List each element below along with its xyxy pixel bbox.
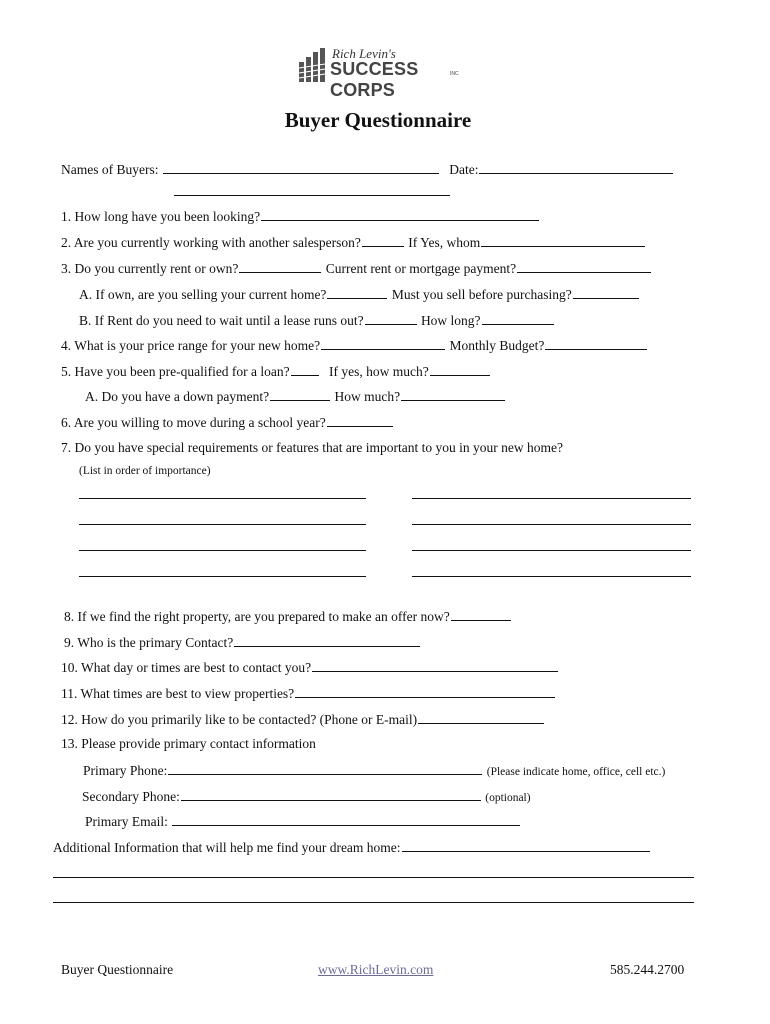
question-10 xyxy=(61,659,559,676)
question-10-field[interactable] xyxy=(312,659,558,672)
primary-phone-row xyxy=(83,762,665,780)
question-3a-label: A. If own, are you selling your current home? xyxy=(79,287,327,302)
names-label: Names of Buyers: xyxy=(61,162,159,177)
question-5a-field[interactable] xyxy=(270,388,330,401)
feature-line-8[interactable] xyxy=(412,576,691,577)
question-3b-howlong-label: How long? xyxy=(420,313,481,328)
additional-info-row xyxy=(53,839,651,856)
question-9 xyxy=(64,634,421,651)
question-9-field[interactable] xyxy=(234,634,420,647)
question-4 xyxy=(61,337,648,354)
additional-info-line-2[interactable] xyxy=(53,877,694,878)
question-3b-howlong-field[interactable] xyxy=(482,312,554,325)
question-4-budget-label: Monthly Budget? xyxy=(449,338,545,353)
question-11 xyxy=(61,685,556,702)
footer-phone: 585.244.2700 xyxy=(610,962,685,977)
logo-bars-icon xyxy=(298,48,328,82)
date-field[interactable] xyxy=(479,161,673,174)
logo-suffix-text: INC xyxy=(450,71,459,77)
question-8 xyxy=(64,608,512,625)
question-12-field[interactable] xyxy=(418,711,544,724)
question-2 xyxy=(61,234,646,251)
secondary-phone-row xyxy=(82,788,531,806)
secondary-phone-label: Secondary Phone: xyxy=(82,789,180,804)
names-field-1[interactable] xyxy=(163,161,439,174)
feature-line-4[interactable] xyxy=(412,524,691,525)
question-3-payment-field[interactable] xyxy=(517,260,651,273)
question-3 xyxy=(61,260,652,277)
question-3-field[interactable] xyxy=(239,260,321,273)
feature-line-3[interactable] xyxy=(79,524,366,525)
question-8-field[interactable] xyxy=(451,608,511,621)
question-5-howmuch-field[interactable] xyxy=(430,363,490,376)
question-11-label: 11. What times are best to view properties? xyxy=(61,686,295,701)
question-3b-label: B. If Rent do you need to wait until a lease runs out? xyxy=(79,313,364,328)
additional-info-field[interactable] xyxy=(402,839,650,852)
question-2-whom-field[interactable] xyxy=(481,234,645,247)
question-2-whom-label: If Yes, whom xyxy=(408,235,481,250)
primary-phone-label: Primary Phone: xyxy=(83,763,168,778)
question-6 xyxy=(61,414,394,431)
question-3a-sell-label: Must you sell before purchasing? xyxy=(391,287,572,302)
page-title: Buyer Questionnaire xyxy=(284,108,472,132)
question-9-label: 9. Who is the primary Contact? xyxy=(64,635,234,650)
question-7-label: 7. Do you have special requirements or features that are important to you in your new home? xyxy=(61,440,563,455)
question-1-label: 1. How long have you been looking? xyxy=(61,209,261,224)
primary-email-label: Primary Email: xyxy=(85,814,168,829)
question-3a-field[interactable] xyxy=(327,286,387,299)
company-logo xyxy=(298,46,468,100)
date-label: Date: xyxy=(449,162,479,177)
feature-line-7[interactable] xyxy=(79,576,366,577)
additional-info-line-3[interactable] xyxy=(53,902,694,903)
question-3-label: 3. Do you currently rent or own? xyxy=(61,261,239,276)
question-5-howmuch-label: If yes, how much? xyxy=(329,364,429,379)
primary-phone-field[interactable] xyxy=(168,762,482,775)
question-8-label: 8. If we find the right property, are you prepared to make an offer now? xyxy=(64,609,450,624)
question-3a xyxy=(79,286,640,303)
feature-line-5[interactable] xyxy=(79,550,366,551)
question-10-label: 10. What day or times are best to contact you? xyxy=(61,660,312,675)
additional-info-label: Additional Information that will help me find your dream home: xyxy=(53,840,401,855)
question-3-payment-label: Current rent or mortgage payment? xyxy=(325,261,517,276)
question-5-label: 5. Have you been pre-qualified for a loan? xyxy=(61,364,290,379)
secondary-phone-field[interactable] xyxy=(181,788,481,801)
question-4-label: 4. What is your price range for your new home? xyxy=(61,338,321,353)
feature-line-6[interactable] xyxy=(412,550,691,551)
question-12 xyxy=(61,711,545,728)
question-6-field[interactable] xyxy=(327,414,393,427)
question-13-label: 13. Please provide primary contact information xyxy=(61,736,316,751)
question-2-field[interactable] xyxy=(362,234,404,247)
names-row xyxy=(61,161,674,178)
question-7-note: (List in order of importance) xyxy=(79,465,211,477)
names-field-2[interactable] xyxy=(174,195,450,196)
primary-phone-note: (Please indicate home, office, cell etc.) xyxy=(486,766,666,778)
question-12-label: 12. How do you primarily like to be contacted? (Phone or E-mail) xyxy=(61,712,418,727)
footer-website-link[interactable]: www.RichLevin.com xyxy=(318,962,434,977)
question-5a-howmuch-label: How much? xyxy=(334,389,401,404)
footer-left: Buyer Questionnaire xyxy=(61,962,174,977)
question-4-field[interactable] xyxy=(321,337,445,350)
question-3b-field[interactable] xyxy=(365,312,417,325)
question-1-field[interactable] xyxy=(261,208,539,221)
feature-line-1[interactable] xyxy=(79,498,366,499)
question-1 xyxy=(61,208,540,225)
question-5a xyxy=(85,388,506,405)
question-6-label: 6. Are you willing to move during a school year? xyxy=(61,415,326,430)
primary-email-field[interactable] xyxy=(172,813,520,826)
logo-script-text: Rich Levin's xyxy=(332,46,396,61)
question-5a-howmuch-field[interactable] xyxy=(401,388,505,401)
question-3b xyxy=(79,312,555,329)
question-5-field[interactable] xyxy=(291,363,319,376)
question-4-budget-field[interactable] xyxy=(545,337,647,350)
logo-brand-text: SUCCESS CORPS xyxy=(330,59,419,100)
question-11-field[interactable] xyxy=(295,685,555,698)
feature-line-2[interactable] xyxy=(412,498,691,499)
question-2-label: 2. Are you currently working with another salesperson? xyxy=(61,235,361,250)
question-5 xyxy=(61,363,491,380)
question-3a-sell-field[interactable] xyxy=(573,286,639,299)
primary-email-row xyxy=(85,813,521,830)
question-5a-label: A. Do you have a down payment? xyxy=(85,389,270,404)
secondary-phone-note: (optional) xyxy=(485,792,531,804)
